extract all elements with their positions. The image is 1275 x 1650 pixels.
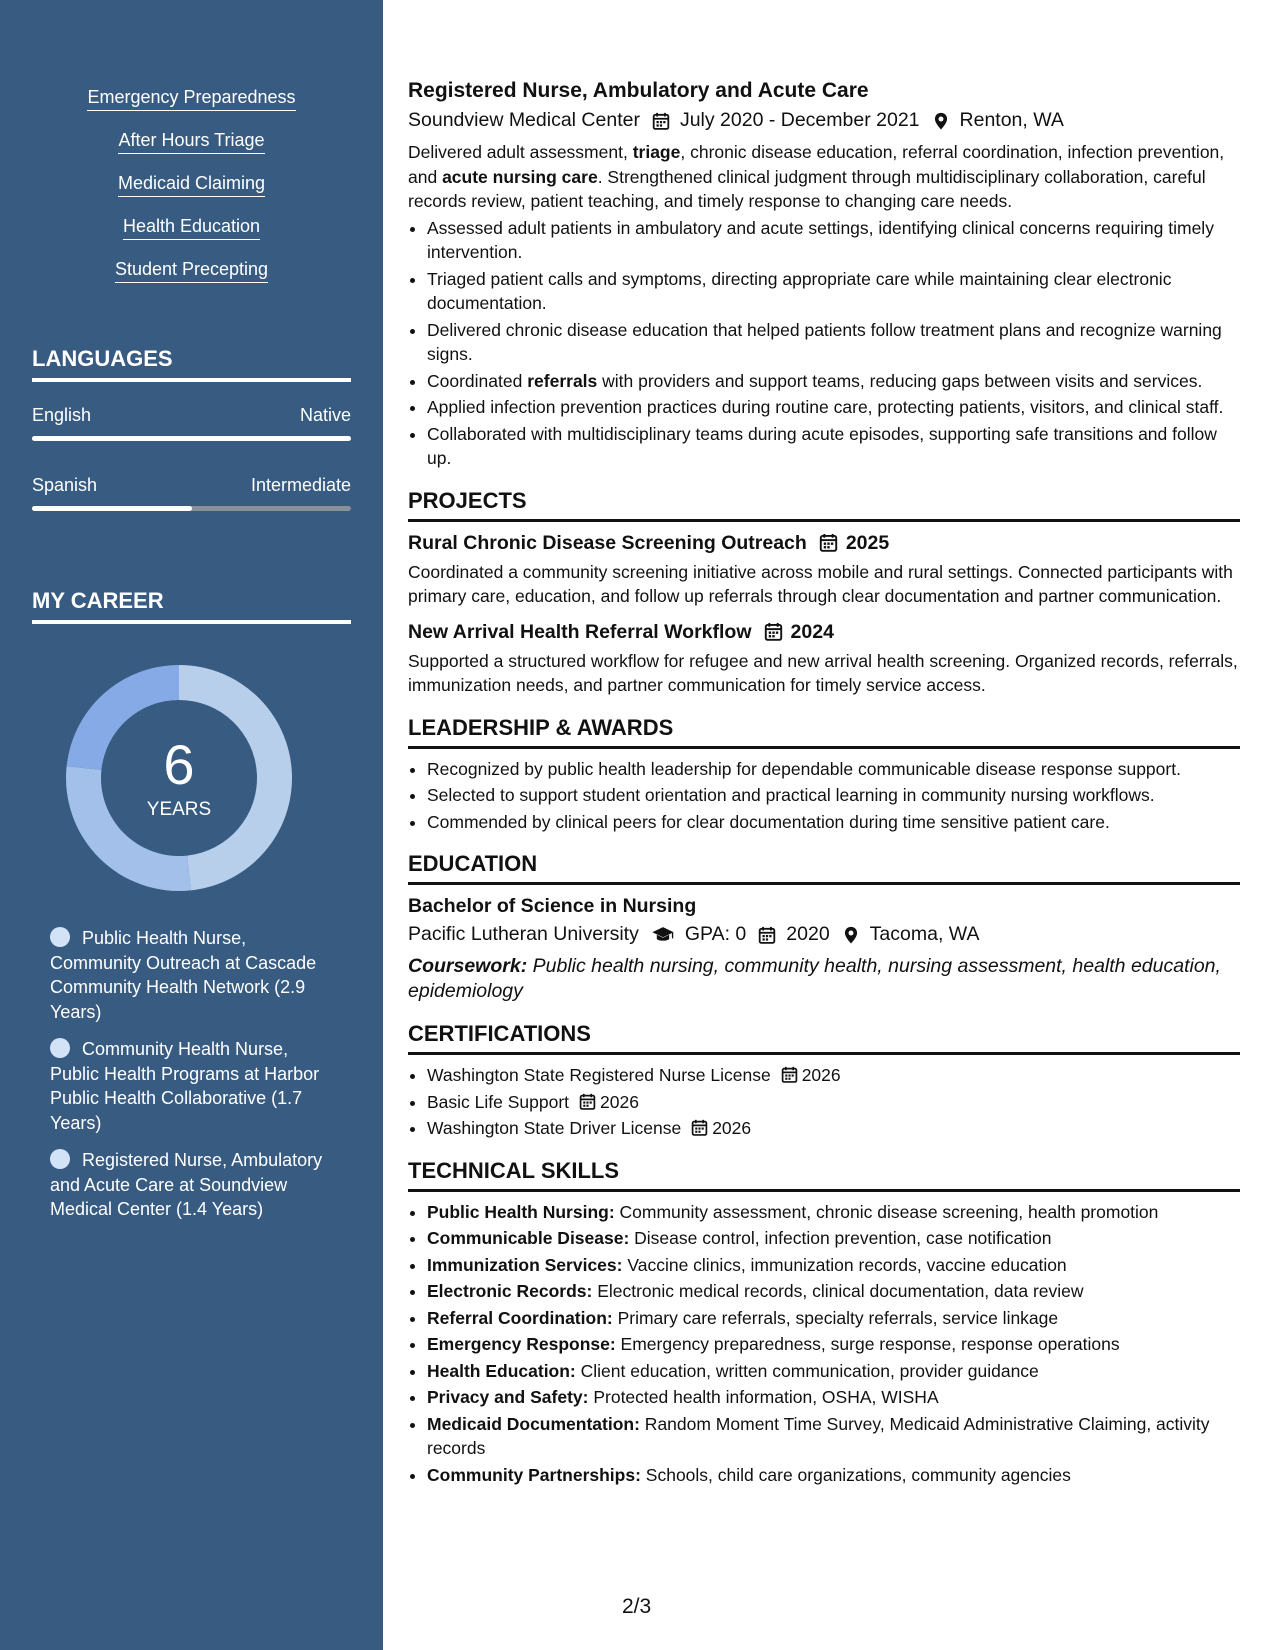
language-row bbox=[32, 404, 351, 441]
technical-skills-heading: TECHNICAL SKILLS bbox=[408, 1157, 1240, 1192]
career-item-text: Public Health Nurse, Community Outreach at Cascade Community Health Network (2.9 Years) bbox=[50, 928, 317, 1022]
skill-label: Public Health Nursing: bbox=[427, 1201, 615, 1222]
career-item-text: Community Health Nurse, Public Health Programs at Harbor Public Health Collaborative (1.7 Years) bbox=[50, 1039, 320, 1133]
skill-label: Emergency Response: bbox=[427, 1334, 616, 1354]
certifications-list bbox=[408, 1063, 1240, 1141]
page-number: 2/3 bbox=[622, 1595, 652, 1618]
sidebar bbox=[0, 0, 383, 1650]
career-item bbox=[50, 1148, 330, 1222]
cert-name: Basic Life Support bbox=[427, 1091, 570, 1112]
project-name: New Arrival Health Referral Workflow bbox=[408, 620, 752, 643]
list-item: • Collaborated with multidisciplinary teams during acute episodes, supporting safe transitions and follow up. bbox=[427, 422, 1240, 471]
list-item bbox=[427, 1279, 1240, 1304]
projects-heading: PROJECTS bbox=[408, 487, 1240, 522]
project-year: 2025 bbox=[845, 531, 890, 554]
language-name: Spanish bbox=[32, 475, 98, 495]
calendar-icon bbox=[781, 1066, 798, 1083]
cert-year: 2026 bbox=[801, 1065, 841, 1085]
skill-text: Community assessment, chronic disease screening, health promotion bbox=[614, 1201, 1159, 1222]
skill-tag: Health Education bbox=[123, 215, 260, 240]
skill-text: Client education, written communication, provider guidance bbox=[575, 1360, 1039, 1381]
list-item: • Coordinated referrals with providers and support teams, reducing gaps between visits and services. bbox=[427, 369, 1240, 394]
degree-title: Bachelor of Science in Nursing bbox=[408, 895, 697, 917]
certifications-heading: CERTIFICATIONS bbox=[408, 1020, 1240, 1055]
list-item bbox=[427, 1253, 1240, 1278]
job-location: Renton, WA bbox=[959, 109, 1064, 131]
calendar-icon bbox=[819, 533, 838, 552]
career-years-label: YEARS bbox=[146, 799, 212, 820]
list-item: • Delivered chronic disease education that helped patients follow treatment plans and recognize warning signs. bbox=[427, 318, 1240, 367]
skill-label: Communicable Disease: bbox=[427, 1228, 630, 1248]
list-item: • Recognized by public health leadership for dependable communicable disease response support. bbox=[427, 757, 1240, 782]
cert-name: Washington State Registered Nurse License bbox=[427, 1065, 771, 1085]
skills-list bbox=[32, 86, 351, 301]
list-item bbox=[427, 1385, 1240, 1410]
career-donut bbox=[66, 665, 292, 891]
skill-text: Primary care referrals, specialty referrals, service linkage bbox=[612, 1307, 1059, 1328]
skill-text: Schools, child care organizations, community agencies bbox=[640, 1464, 1071, 1485]
job-dates: July 2020 - December 2021 bbox=[679, 109, 920, 131]
list-item bbox=[427, 1463, 1240, 1488]
job-bullets bbox=[408, 216, 1240, 471]
gpa: GPA: 0 bbox=[684, 923, 747, 945]
location-pin-icon bbox=[842, 926, 860, 944]
skill-text: Electronic medical records, clinical documentation, data review bbox=[592, 1281, 1084, 1301]
list-item bbox=[427, 1332, 1240, 1357]
list-item: • Applied infection prevention practices during routine care, protecting patients, visitors, and clinical staff. bbox=[427, 395, 1240, 420]
job-title: Registered Nurse, Ambulatory and Acute Care bbox=[408, 79, 869, 102]
location-pin-icon bbox=[932, 112, 950, 130]
calendar-icon bbox=[764, 622, 783, 641]
skill-label: Electronic Records: bbox=[427, 1281, 593, 1301]
cert-name: Washington State Driver License bbox=[427, 1118, 682, 1138]
job-meta bbox=[408, 107, 1240, 134]
skill-label: Medicaid Documentation: bbox=[427, 1413, 640, 1434]
coursework bbox=[408, 954, 1240, 1004]
main-content bbox=[408, 77, 1240, 1489]
list-item bbox=[427, 1412, 1240, 1461]
career-item bbox=[50, 1037, 330, 1135]
skill-tag: Emergency Preparedness bbox=[87, 86, 295, 111]
list-item: • Commended by clinical peers for clear documentation during time sensitive patient care. bbox=[427, 810, 1240, 835]
skill-text: Disease control, infection prevention, case notification bbox=[629, 1228, 1052, 1248]
bullet-dot-icon bbox=[50, 1038, 70, 1058]
graduation-cap-icon bbox=[651, 926, 675, 944]
career-total-years: 6 bbox=[163, 733, 195, 796]
list-item bbox=[427, 1200, 1240, 1225]
skill-label: Health Education: bbox=[427, 1360, 576, 1381]
skill-tag: Student Precepting bbox=[115, 258, 268, 283]
job-summary: Delivered adult assessment, triage, chronic disease education, referral coordination, infection prevention, and acute nursing care. Strengthened clinical judgment through multidisciplinary collaboration, careful records review, patient teaching, and timely response to changing care needs. bbox=[408, 142, 1225, 211]
cert-year: 2026 bbox=[600, 1091, 639, 1112]
list-item bbox=[427, 1090, 1240, 1115]
education-heading: EDUCATION bbox=[408, 850, 1240, 885]
language-bar-fill bbox=[32, 506, 192, 511]
school-location: Tacoma, WA bbox=[869, 923, 980, 945]
coursework-text: Public health nursing, community health, nursing assessment, health education, epidemiology bbox=[408, 955, 1221, 1002]
career-list bbox=[50, 926, 330, 1235]
technical-skills-list bbox=[408, 1200, 1240, 1488]
list-item bbox=[427, 1306, 1240, 1331]
cert-year: 2026 bbox=[712, 1118, 752, 1138]
list-item: • Triaged patient calls and symptoms, directing appropriate care while maintaining clear electronic documentation. bbox=[427, 267, 1240, 316]
bullet-dot-icon bbox=[50, 927, 70, 947]
bullet-dot-icon bbox=[50, 1149, 70, 1169]
calendar-icon bbox=[579, 1093, 596, 1110]
languages-heading: LANGUAGES bbox=[32, 345, 351, 382]
skill-text: Vaccine clinics, immunization records, vaccine education bbox=[622, 1254, 1067, 1275]
skill-text: Emergency preparedness, surge response, response operations bbox=[615, 1334, 1120, 1354]
calendar-icon bbox=[691, 1119, 708, 1136]
language-bar bbox=[32, 436, 351, 441]
career-item-text: Registered Nurse, Ambulatory and Acute Care at Soundview Medical Center (1.4 Years) bbox=[50, 1150, 323, 1219]
project-name: Rural Chronic Disease Screening Outreach bbox=[408, 531, 807, 554]
list-item bbox=[427, 1116, 1240, 1141]
coursework-label: Coursework: bbox=[408, 955, 528, 977]
project-title bbox=[408, 530, 1240, 556]
language-level: Intermediate bbox=[250, 475, 351, 495]
graduation-year: 2020 bbox=[786, 923, 830, 945]
career-heading: MY CAREER bbox=[32, 587, 351, 624]
skill-tag: After Hours Triage bbox=[118, 129, 264, 154]
skill-text: Protected health information, OSHA, WISHA bbox=[588, 1387, 939, 1407]
skill-label: Community Partnerships: bbox=[427, 1464, 641, 1485]
language-bar-fill bbox=[32, 436, 351, 441]
company-name: Soundview Medical Center bbox=[408, 109, 640, 131]
leadership-heading: LEADERSHIP & AWARDS bbox=[408, 714, 1240, 749]
career-item bbox=[50, 926, 330, 1024]
education-meta bbox=[408, 921, 1240, 948]
skill-label: Immunization Services: bbox=[427, 1254, 623, 1275]
project-description: Supported a structured workflow for refugee and new arrival health screening. Organized records, referrals, immunization needs, and partner communication for timely service access. bbox=[408, 650, 1238, 695]
list-item bbox=[427, 1063, 1240, 1088]
list-item: • Assessed adult patients in ambulatory and acute settings, identifying clinical concerns requiring timely intervention. bbox=[427, 216, 1240, 265]
project-title bbox=[408, 619, 1240, 645]
list-item: • Selected to support student orientation and practical learning in community nursing workflows. bbox=[427, 783, 1240, 808]
school-name: Pacific Lutheran University bbox=[408, 923, 639, 945]
skill-label: Privacy and Safety: bbox=[427, 1387, 589, 1407]
language-name: English bbox=[32, 405, 92, 425]
language-row bbox=[32, 474, 351, 511]
skill-tag: Medicaid Claiming bbox=[118, 172, 265, 197]
list-item bbox=[427, 1359, 1240, 1384]
leadership-list bbox=[408, 757, 1240, 835]
calendar-icon bbox=[652, 112, 670, 130]
skill-text: Random Moment Time Survey, Medicaid Administrative Claiming, activity records bbox=[427, 1413, 1210, 1458]
project-description: Coordinated a community screening initiative across mobile and rural settings. Connected participants with primary care, education, and follow up referrals through clear documentation and partner communication. bbox=[408, 561, 1233, 606]
calendar-icon bbox=[758, 926, 776, 944]
skill-label: Referral Coordination: bbox=[427, 1307, 613, 1328]
language-level: Native bbox=[299, 405, 351, 425]
language-bar bbox=[32, 506, 351, 511]
project-year: 2024 bbox=[790, 620, 834, 643]
list-item bbox=[427, 1226, 1240, 1251]
